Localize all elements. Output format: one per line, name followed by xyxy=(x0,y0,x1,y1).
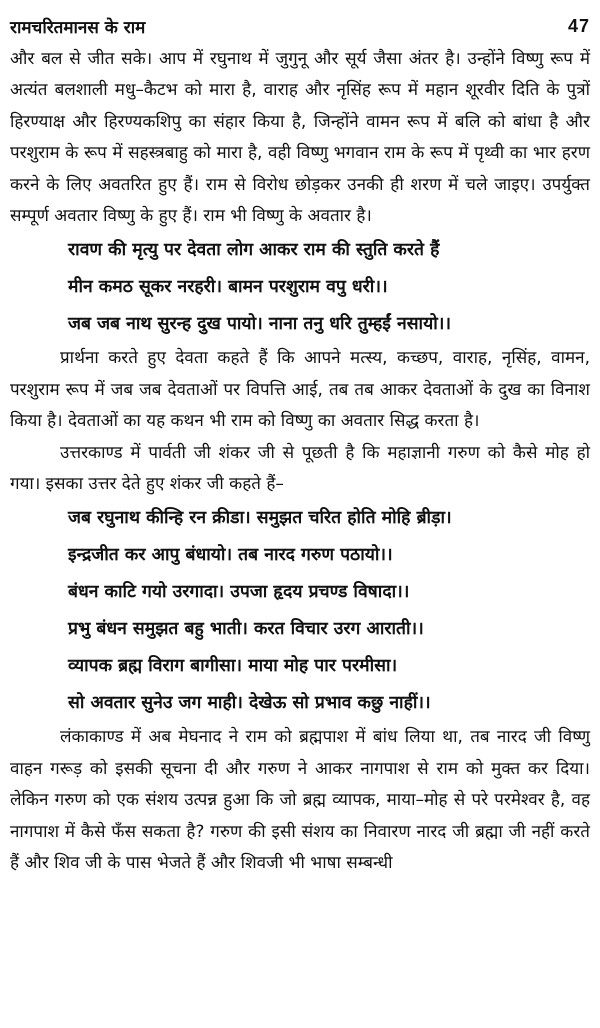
verse-line: सो अवतार सुनेउ जग माही। देखेऊ सो प्रभाव कछु नाहीं।। xyxy=(68,693,431,714)
verse-line: मीन कमठ सूकर नरहरी। बामन परशुराम वपु धरी।। xyxy=(68,277,388,298)
paragraph-2: प्रार्थना करते हुए देवता कहते हैं कि आपने मत्स्य, कच्छप, वाराह, नृसिंह, वामन, परशुराम रूप में जब जब देवताओं पर विपत्ति आई, तब तब आकर देवताओं के दुख का विनाश किया है। देवताओं का यह कथन भी राम को विष्णु का अवतार सिद्ध करता है। xyxy=(10,348,590,432)
paragraph-1: और बल से जीत सके। आप में रघुनाथ में जुगुनू और सूर्य जैसा अंतर है। उन्होंने विष्णु रूप में अत्यंत बलशाली मधु–कैटभ को मारा है, वाराह और नृसिंह रूप में महान शूरवीर दिति के पुत्रों हिरण्याक्ष और हिरण्यकशिपु का संहार किया है, जिन्होंने वामन रूप में बलि को बांधा है और परशुराम के रूप में सहस्त्रबाहु को मारा है, वही विष्णु भगवान राम के रूप में पृथ्वी का भार हरण करने के लिए अवतरित हुए हैं। राम से विरोध छोड़कर उनकी ही शरण में चले जाइए। उपर्युक्त सम्पूर्ण अवतार विष्णु के हुए हैं। राम भी विष्णु के अवतार है। xyxy=(10,49,590,227)
verse-line: इन्द्रजीत कर आपु बंधायो। तब नारद गरुण पठायो।। xyxy=(68,545,393,566)
running-header xyxy=(10,0,590,44)
paragraph-3: उत्तरकाण्ड में पार्वती जी शंकर जी से पूछती है कि महाज्ञानी गरुण को कैसे मोह हो गया। इसका उत्तर देते हुए शंकर जी कहते हैं– xyxy=(10,442,590,495)
paragraph-4: लंकाकाण्ड में अब मेघनाद ने राम को ब्रह्मपाश में बांध लिया था, तब नारद जी विष्णु वाहन गरूड़ को इसकी सूचना दी और गरुण ने आकर नागपाश से राम को मुक्त कर दिया। लेकिन गरुण को एक संशय उत्पन्न हुआ कि जो ब्रह्म व्यापक, माया–मोह से परे परमेश्वर है, वह नागपाश में कैसे फँस सकता है? गरुण की इसी संशय का निवारण नारद जी ब्रह्मा जी नहीं करते हैं और शिव जी के पास भेजते हैं और शिवजी भी भाषा सम्बन्धी xyxy=(10,727,590,874)
verse-line: व्यापक ब्रह्म विराग बागीसा। माया मोह पार परमीसा। xyxy=(68,656,398,677)
verse-line: जब जब नाथ सुरन्ह दुख पायो। नाना तनु धरि तुम्हईं नसायो।। xyxy=(68,314,452,335)
verse-line: बंधन काटि गयो उरगादा। उपजा हृदय प्रचण्ड विषादा।। xyxy=(68,582,410,603)
verse-line: प्रभु बंधन समुझत बहु भाती। करत विचार उरग आराती।। xyxy=(68,619,424,640)
verse-heading: रावण की मृत्यु पर देवता लोग आकर राम की स्तुति करते हैं xyxy=(68,240,440,261)
page-number: 47 xyxy=(567,15,590,36)
chapter-title: रामचरितमानस के राम xyxy=(10,17,146,38)
verse-line: जब रघुनाथ कीन्हि रन क्रीडा। समुझत चरित होति मोहि ब्रीड़ा। xyxy=(68,508,452,529)
